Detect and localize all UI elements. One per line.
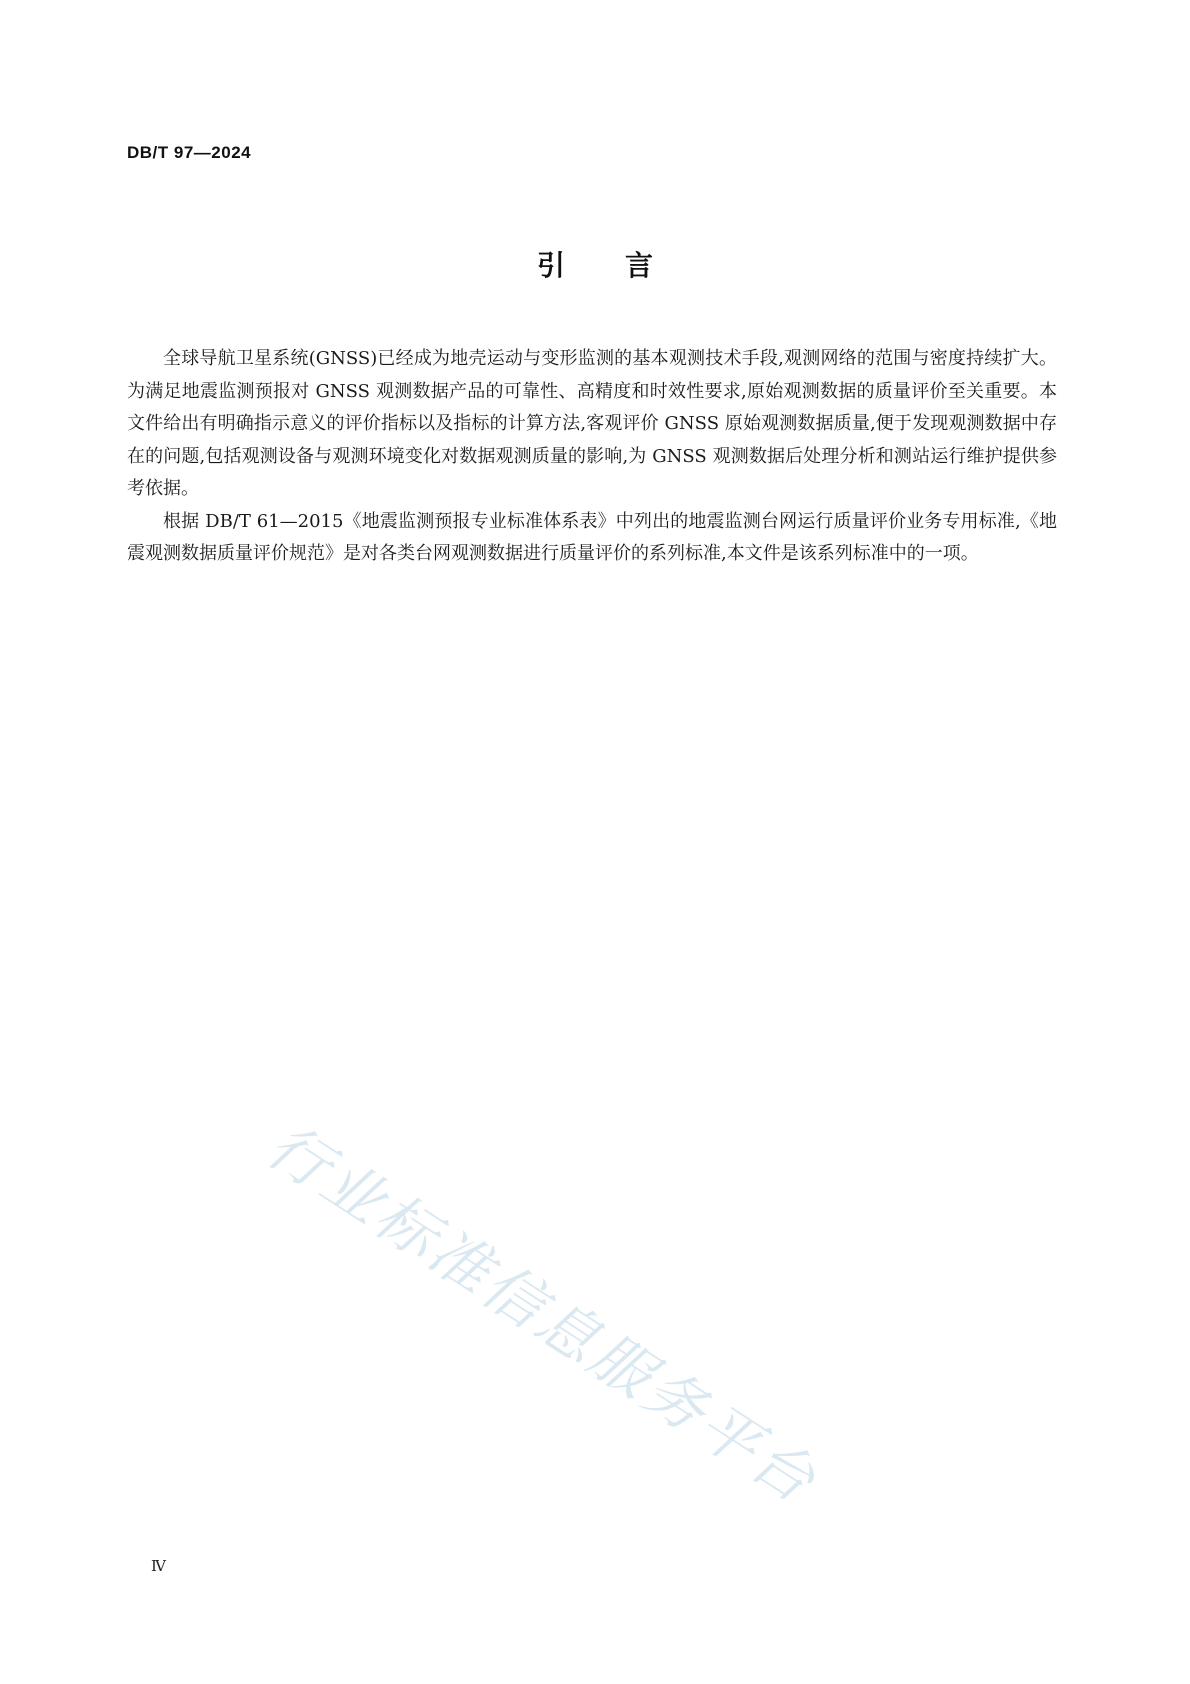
body-text	[127, 343, 1057, 571]
paragraph-1: 全球导航卫星系统(GNSS)已经成为地壳运动与变形监测的基本观测技术手段,观测网络的范围与密度持续扩大。为满足地震监测预报对 GNSS 观测数据产品的可靠性、高精度和时效性要求,原始观测数据的质量评价至关重要。本文件给出有明确指示意义的评价指标以及指标的计算方法,客观评价 GNSS 原始观测数据质量,便于发现观测数据中存在的问题,包括观测设备与观测环境变化对数据观测质量的影响,为 GNSS 观测数据后处理分析和测站运行维护提供参考依据。	[127, 348, 1057, 499]
document-code: DB/T 97—2024	[127, 143, 252, 162]
page-number: Ⅳ	[151, 1557, 166, 1575]
watermark: 行业标准信息服务平台	[254, 1110, 830, 1519]
paragraph-2: 根据 DB/T 61—2015《地震监测预报专业标准体系表》中列出的地震监测台网运行质量评价业务专用标准,《地震观测数据质量评价规范》是对各类台网观测数据进行质量评价的系列标准,本文件是该系列标准中的一项。	[127, 510, 1057, 564]
page-title: 引言	[536, 249, 713, 282]
